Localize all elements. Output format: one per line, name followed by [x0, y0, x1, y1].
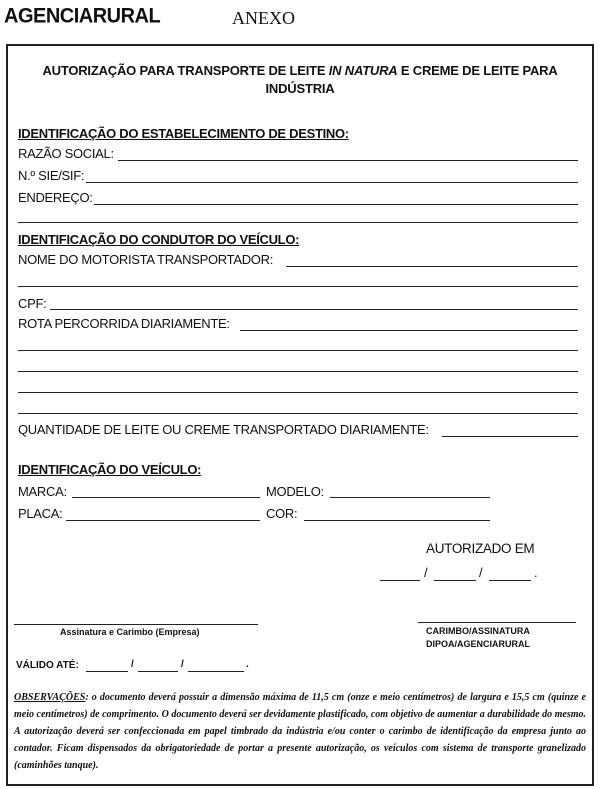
- route-line-4[interactable]: [18, 392, 578, 393]
- address-label: ENDEREÇO:: [18, 190, 93, 205]
- route-line-5[interactable]: [18, 413, 578, 414]
- valid-day-line[interactable]: [86, 671, 128, 672]
- cpf-label: CPF:: [18, 296, 47, 311]
- driver-heading: IDENTIFICAÇÃO DO CONDUTOR DO VEÍCULO:: [18, 232, 300, 247]
- authorized-month-line[interactable]: [434, 580, 476, 581]
- authorized-year-line[interactable]: [489, 580, 531, 581]
- cpf-line[interactable]: [50, 309, 578, 310]
- authorized-date-sep-1: /: [424, 565, 428, 580]
- vehicle-color-label: COR:: [266, 506, 298, 521]
- annex-label: ANEXO: [232, 8, 295, 28]
- valid-year-line[interactable]: [188, 671, 244, 672]
- authorized-date-end: .: [534, 565, 538, 580]
- driver-name-line[interactable]: [286, 266, 578, 267]
- valid-sep-2: /: [181, 659, 184, 670]
- form-title-part1: AUTORIZAÇÃO PARA TRANSPORTE DE LEITE: [42, 63, 329, 78]
- address-line-2[interactable]: [18, 222, 578, 223]
- form-title-italic: IN NATURA: [328, 63, 398, 78]
- company-name-label: RAZÃO SOCIAL:: [18, 146, 114, 161]
- form-title: [0, 62, 600, 98]
- driver-name-label: NOME DO MOTORISTA TRANSPORTADOR:: [18, 252, 274, 267]
- valid-until-label: VÁLIDO ATÉ:: [16, 660, 79, 671]
- authorized-date-sep-2: /: [479, 565, 483, 580]
- observations-body: : o documento deverá possuir a dimensão máxima de 11,5 cm (onze e meio centímetros) de largura e 15,5 cm (quinze e meio centímetros) de comprimento. O documento deverá ser devidamente plastificado, com objetivo de aumentar a durabilidade do mesmo. A autorização deverá ser confeccionada em papel timbrado da indústria e/ou conter o carimbo de identificação da empresa junto ao contador. Ficam dispensados da obrigatoriedade de portar a presente autorização, os veículos com sistema de transporte granelizado (caminhões tanque).: [14, 692, 586, 771]
- form-title-part2: E CREME DE LEITE PARA: [397, 63, 558, 78]
- company-signature-line[interactable]: [14, 624, 258, 625]
- agency-signature-label-2: DIPOA/AGENCIARURAL: [426, 639, 531, 649]
- route-label: ROTA PERCORRIDA DIARIAMENTE:: [18, 316, 230, 331]
- vehicle-brand-label: MARCA:: [18, 484, 67, 499]
- route-line-3[interactable]: [18, 371, 578, 372]
- valid-end: .: [246, 659, 249, 670]
- company-signature-label: Assinatura e Carimbo (Empresa): [60, 627, 200, 637]
- authorized-label: AUTORIZADO EM: [426, 541, 535, 556]
- valid-month-line[interactable]: [138, 671, 178, 672]
- vehicle-model-label: MODELO:: [266, 484, 324, 499]
- driver-name-line-2[interactable]: [18, 286, 578, 287]
- quantity-label: QUANTIDADE DE LEITE OU CREME TRANSPORTADO DIARIAMENTE:: [18, 422, 429, 437]
- address-line[interactable]: [94, 204, 578, 205]
- vehicle-plate-line[interactable]: [66, 520, 260, 521]
- observations-text: [14, 689, 586, 774]
- form-title-line2: INDÚSTRIA: [265, 81, 335, 96]
- valid-sep-1: /: [131, 659, 134, 670]
- vehicle-heading: IDENTIFICAÇÃO DO VEÍCULO:: [18, 462, 202, 477]
- route-line[interactable]: [240, 330, 578, 331]
- observations-label: OBSERVAÇÕES: [14, 692, 86, 703]
- brand-logo: AGENCIARURAL: [4, 4, 161, 28]
- sie-sif-line[interactable]: [86, 182, 578, 183]
- sie-sif-label: N.º SIE/SIF:: [18, 168, 85, 183]
- vehicle-color-line[interactable]: [304, 520, 490, 521]
- authorized-day-line[interactable]: [380, 580, 420, 581]
- quantity-line[interactable]: [442, 436, 578, 437]
- route-line-2[interactable]: [18, 350, 578, 351]
- company-name-line[interactable]: [118, 160, 578, 161]
- vehicle-brand-line[interactable]: [72, 497, 260, 498]
- agency-signature-line[interactable]: [418, 622, 576, 623]
- agency-signature-label-1: CARIMBO/ASSINATURA: [426, 626, 530, 636]
- vehicle-plate-label: PLACA:: [18, 506, 63, 521]
- vehicle-model-line[interactable]: [330, 497, 490, 498]
- destination-heading: IDENTIFICAÇÃO DO ESTABELECIMENTO DE DESTINO:: [18, 126, 349, 141]
